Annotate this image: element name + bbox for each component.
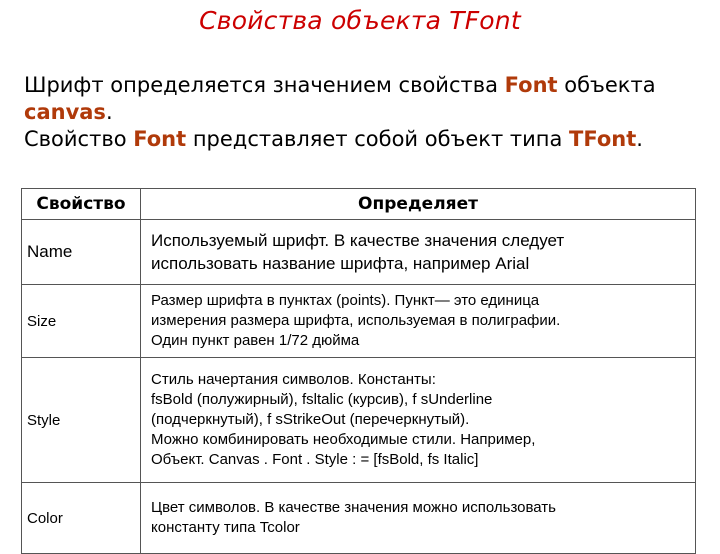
intro-line-1-tail: объекта xyxy=(557,73,656,97)
description-line: константу типа Tcolor xyxy=(151,519,300,536)
table-row-style xyxy=(22,358,696,483)
table-row-size xyxy=(22,285,696,358)
description-line: Стиль начертания символов. Константы: xyxy=(151,371,436,388)
keyword-font: Font xyxy=(504,73,558,97)
intro-line-1-text: Шрифт определяется значением свойства xyxy=(24,73,505,97)
intro-line-1 xyxy=(24,72,704,99)
property-description xyxy=(141,483,696,554)
intro-line-3 xyxy=(24,126,704,153)
description-line: измерения размера шрифта, используемая в полиграфии. xyxy=(151,312,561,329)
keyword-tfont: TFont xyxy=(569,127,637,151)
table-header-row xyxy=(22,189,696,220)
intro-paragraph xyxy=(24,72,704,153)
table-row-name xyxy=(22,220,696,285)
property-name: Name xyxy=(22,220,141,285)
description-line: Используемый шрифт. В качестве значения следует xyxy=(151,231,565,250)
description-line: Цвет символов. В качестве значения можно использовать xyxy=(151,499,556,516)
property-name: Size xyxy=(22,285,141,358)
keyword-canvas: canvas xyxy=(24,100,106,124)
intro-line-3-tail: . xyxy=(636,127,643,151)
properties-table xyxy=(21,188,696,554)
description-line: использовать название шрифта, например Arial xyxy=(151,254,530,273)
property-description xyxy=(141,358,696,483)
description-line: Размер шрифта в пунктах (points). Пункт— это единица xyxy=(151,292,540,309)
description-line: fsBold (полужирный), fsltalic (курсив), f sUnderline xyxy=(151,391,493,408)
intro-line-2-tail: . xyxy=(105,100,113,124)
description-line: Можно комбинировать необходимые стили. Например, xyxy=(151,431,536,448)
slide-title: Свойства объекта TFont xyxy=(199,6,521,35)
description-line: Один пункт равен 1/72 дюйма xyxy=(151,332,360,349)
intro-line-3-mid: представляет собой объект типа xyxy=(186,127,570,151)
property-description xyxy=(141,285,696,358)
intro-line-3-text: Свойство xyxy=(24,127,134,151)
header-defines: Определяет xyxy=(141,189,696,220)
intro-line-2 xyxy=(24,99,704,126)
description-line: (подчеркнутый), f sStrikeOut (перечеркнутый). xyxy=(151,411,470,428)
property-name: Color xyxy=(22,483,141,554)
property-name: Style xyxy=(22,358,141,483)
table-row-color xyxy=(22,483,696,554)
keyword-font-2: Font xyxy=(133,127,187,151)
description-line: Объект. Canvas . Font . Style : = [fsBold, fs Italic] xyxy=(151,451,479,468)
header-property: Свойство xyxy=(22,189,141,220)
property-description xyxy=(141,220,696,285)
